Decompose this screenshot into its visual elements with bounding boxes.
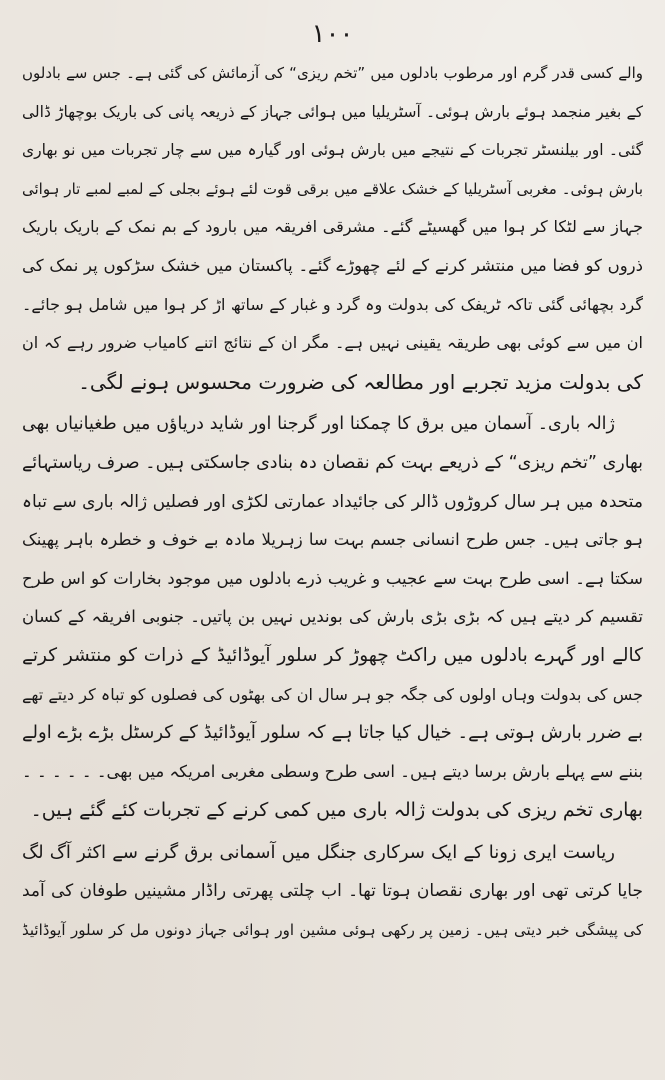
text-line: تقسیم کر دیتے ہیں کہ بڑی بڑی بارش کی بوندیں نہیں بن پاتیں۔ جنوبی افریقہ کے کسان <box>22 607 643 627</box>
text-line: ریاست ایری زونا کے ایک سرکاری جنگل میں آسمانی برق گرنے سے اکثر آگ لگ <box>22 841 615 863</box>
text-line: بننے سے پہلے بارش برسا دیتے ہیں۔ اسی طرح وسطی مغربی امریکہ میں بھی۔ ۔ ۔ ۔ ۔ ۔ <box>22 761 643 781</box>
page-body <box>22 54 643 950</box>
text-line: کی پیشگی خبر دیتی ہیں۔ زمین پر رکھی ہوئی مشین اور ہوائی جہاز دونوں مل کر سلور آیوڈائیڈ <box>22 921 643 940</box>
text-line: ژالہ باری۔ آسمان میں برق کا چمکنا اور گرجنا اور شاید دریاؤں میں طغیانیاں بھی <box>22 414 615 435</box>
text-line: کے بغیر منجمد ہوئے بارش ہوئی۔ آسٹریلیا میں ہوائی جہاز کے ذریعہ پانی کی باریک بوچھاڑ ڈالی <box>22 102 643 121</box>
text-line: کی بدولت مزید تجربے اور مطالعہ کی ضرورت محسوس ہونے لگی۔ <box>78 369 643 394</box>
text-line: جس کی بدولت وہاں اولوں کی جگہ جو ہر سال ان کی بھٹوں کی فصلوں کو تباہ کر دیتے تھے <box>22 684 643 704</box>
text-line: متحدہ میں ہر سال کروڑوں ڈالر کی جائیداد عمارتی لکڑی اور فصلیں ژالہ باری سے تباہ <box>22 491 643 512</box>
text-line: ہو جاتی ہیں۔ جس طرح انسانی جسم بہت سا زہریلا مادہ بے خوف و خطرہ باہر پھینک <box>22 530 643 550</box>
text-line: گئی۔ اور بیلنسٹر تجربات کے نتیجے میں بارش ہوئی اور گیارہ میں سے چار تجربات میں نو بھاری <box>22 141 643 160</box>
text-line: سکتا ہے۔ اسی طرح بہت سے عجیب و غریب ذرے بادلوں میں موجود بخارات کو اس طرح <box>22 568 643 588</box>
text-line: بھاری ”تخم ریزی“ کے ذریعے بہت کم نقصان دہ بنادی جاسکتی ہیں۔ صرف ریاستہائے <box>22 452 643 473</box>
text-line: بارش ہوئی۔ مغربی آسٹریلیا کے خشک علاقے میں برقی قوت لئے ہوئے بجلی کے لمبے لمبے تار ہوائی <box>22 179 643 198</box>
text-line: کالے اور گہرے بادلوں میں راکٹ چھوڑ کر سلور آیوڈائیڈ کے ذرات کو منتشر کرتے <box>22 644 643 666</box>
text-line: جایا کرتی تھی اور بھاری نقصان ہوتا تھا۔ اب چلتی پھرتی راڈار مشینیں طوفان کی آمد <box>22 881 643 902</box>
text-line: گرد بچھائی گئی تاکہ ٹریفک کی بدولت وہ گرد و غبار کے ساتھ اڑ کر ہوا میں شامل ہو جائے۔ <box>22 294 643 314</box>
page-number: ١٠٠ <box>311 19 354 49</box>
paragraph-artificial-rain-experiments <box>22 54 643 401</box>
text-line: والے کسی قدر گرم اور مرطوب بادلوں میں ”تخم ریزی“ کی آزمائش کی گئی ہے۔ جس سے بادلوں <box>22 64 643 82</box>
paragraph-hail <box>22 405 643 830</box>
text-line: بے ضرر بارش ہوتی ہے۔ خیال کیا جاتا ہے کہ سلور آیوڈائیڈ کے کرسٹل بڑے بڑے اولے <box>22 722 643 744</box>
text-line: بھاری تخم ریزی کی بدولت ژالہ باری میں کمی کرنے کے تجربات کئے گئے ہیں۔ <box>30 799 643 822</box>
text-line: ذروں کو فضا میں منتشر کرنے کے لئے چھوڑے گئے۔ پاکستان میں خشک سڑکوں پر نمک کی <box>22 255 643 275</box>
text-line: ان میں سے کوئی بھی طریقہ یقینی نہیں ہے۔ مگر ان کے نتائج اتنے کامیاب ضرور رہے کہ ان <box>22 333 643 353</box>
paragraph-arizona-lightning <box>22 834 643 950</box>
text-line: جہاز سے لٹکا کر ہوا میں گھسیٹے گئے۔ مشرقی افریقہ میں بارود کے بم نمک کے باریک باریک <box>22 217 643 237</box>
